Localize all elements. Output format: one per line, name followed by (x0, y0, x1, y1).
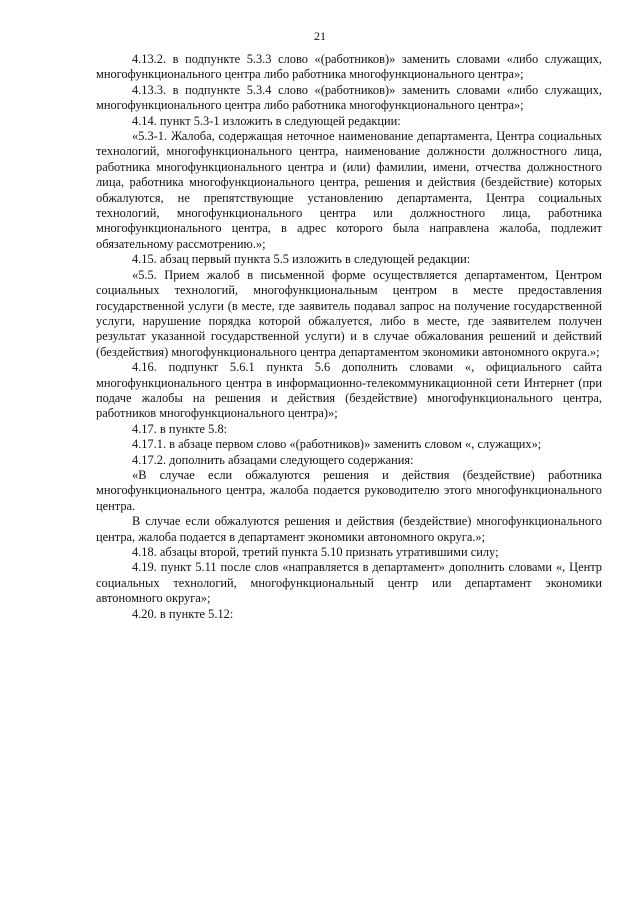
paragraph-4-20: 4.20. в пункте 5.12: (132, 606, 234, 621)
paragraph-added-1: «В случае если обжалуются решения и действия (бездействие) работника многофункционального центра, жалоба подается руководителю этого многофункционального центра. (96, 467, 602, 513)
paragraph-4-13-3: 4.13.3. в подпункте 5.3.4 слово «(работников)» заменить словами «либо служащих, многофункционального центра либо работника многофункционального центра»; (96, 82, 602, 113)
paragraph-added-2: В случае если обжалуются решения и действия (бездействие) многофункционального центра, жалоба подается в департамент экономики автономного округа.»; (96, 514, 602, 544)
paragraph-4-14: 4.14. пункт 5.3-1 изложить в следующей редакции: (132, 113, 401, 128)
paragraph-5-5-quote: «5.5. Прием жалоб в письменной форме осуществляется департаментом, Центром социальных технологий, многофункциональным центром в месте предоставления государственной услуги (в месте, где заявитель подавал запрос на получение государственной услуги, нарушение порядка которой обжалуется, либо в месте, где заявителем получен результат указанной государственной услуги) и в случае обжалования решений и действий (бездействия) многофункционального центра департаментом экономики автономного округа.»; (96, 267, 602, 359)
page-number: 21 (314, 29, 326, 43)
paragraph-5-3-1-quote: «5.3-1. Жалоба, содержащая неточное наименование департамента, Центра социальных технологий, многофункционального центра, наименование должности должностного лица, работника многофункционального центра и (или) фамилии, имени, отчества должностного лица, работника многофункционального центра, решения и действия (бездействие) которых обжалуются, не препятствующие установлению департамента, Центра социальных технологий, многофункционального центра или должностного лица, работника многофункционального центра, в адрес которого была направлена жалоба, подлежит обязательному рассмотрению.»; (96, 129, 602, 251)
document-body (96, 52, 602, 622)
paragraph-4-18: 4.18. абзацы второй, третий пункта 5.10 признать утратившими силу; (132, 545, 499, 559)
paragraph-4-17-1: 4.17.1. в абзаце первом слово «(работников)» заменить словом «, служащих»; (132, 437, 542, 452)
paragraph-4-16: 4.16. подпункт 5.6.1 пункта 5.6 дополнить словами «, официального сайта многофункционального центра в информационно-телекоммуникационной сети Интернет (при подаче жалобы на решения и действия (бездействие) многофункционального центра, работников многофункционального центра)»; (96, 360, 602, 421)
paragraph-4-17: 4.17. в пункте 5.8: (132, 421, 228, 436)
paragraph-4-15: 4.15. абзац первый пункта 5.5 изложить в следующей редакции: (132, 252, 471, 267)
paragraph-4-13-2: 4.13.2. в подпункте 5.3.3 слово «(работников)» заменить словами «либо служащих, многофункционального центра либо работника многофункционального центра»; (96, 52, 602, 82)
paragraph-4-17-2: 4.17.2. дополнить абзацами следующего содержания: (132, 452, 414, 467)
paragraph-4-19: 4.19. пункт 5.11 после слов «направляется в департамент» дополнить словами «, Центр социальных технологий, многофункциональный центр или департамент экономики автономного округа»; (96, 560, 602, 606)
